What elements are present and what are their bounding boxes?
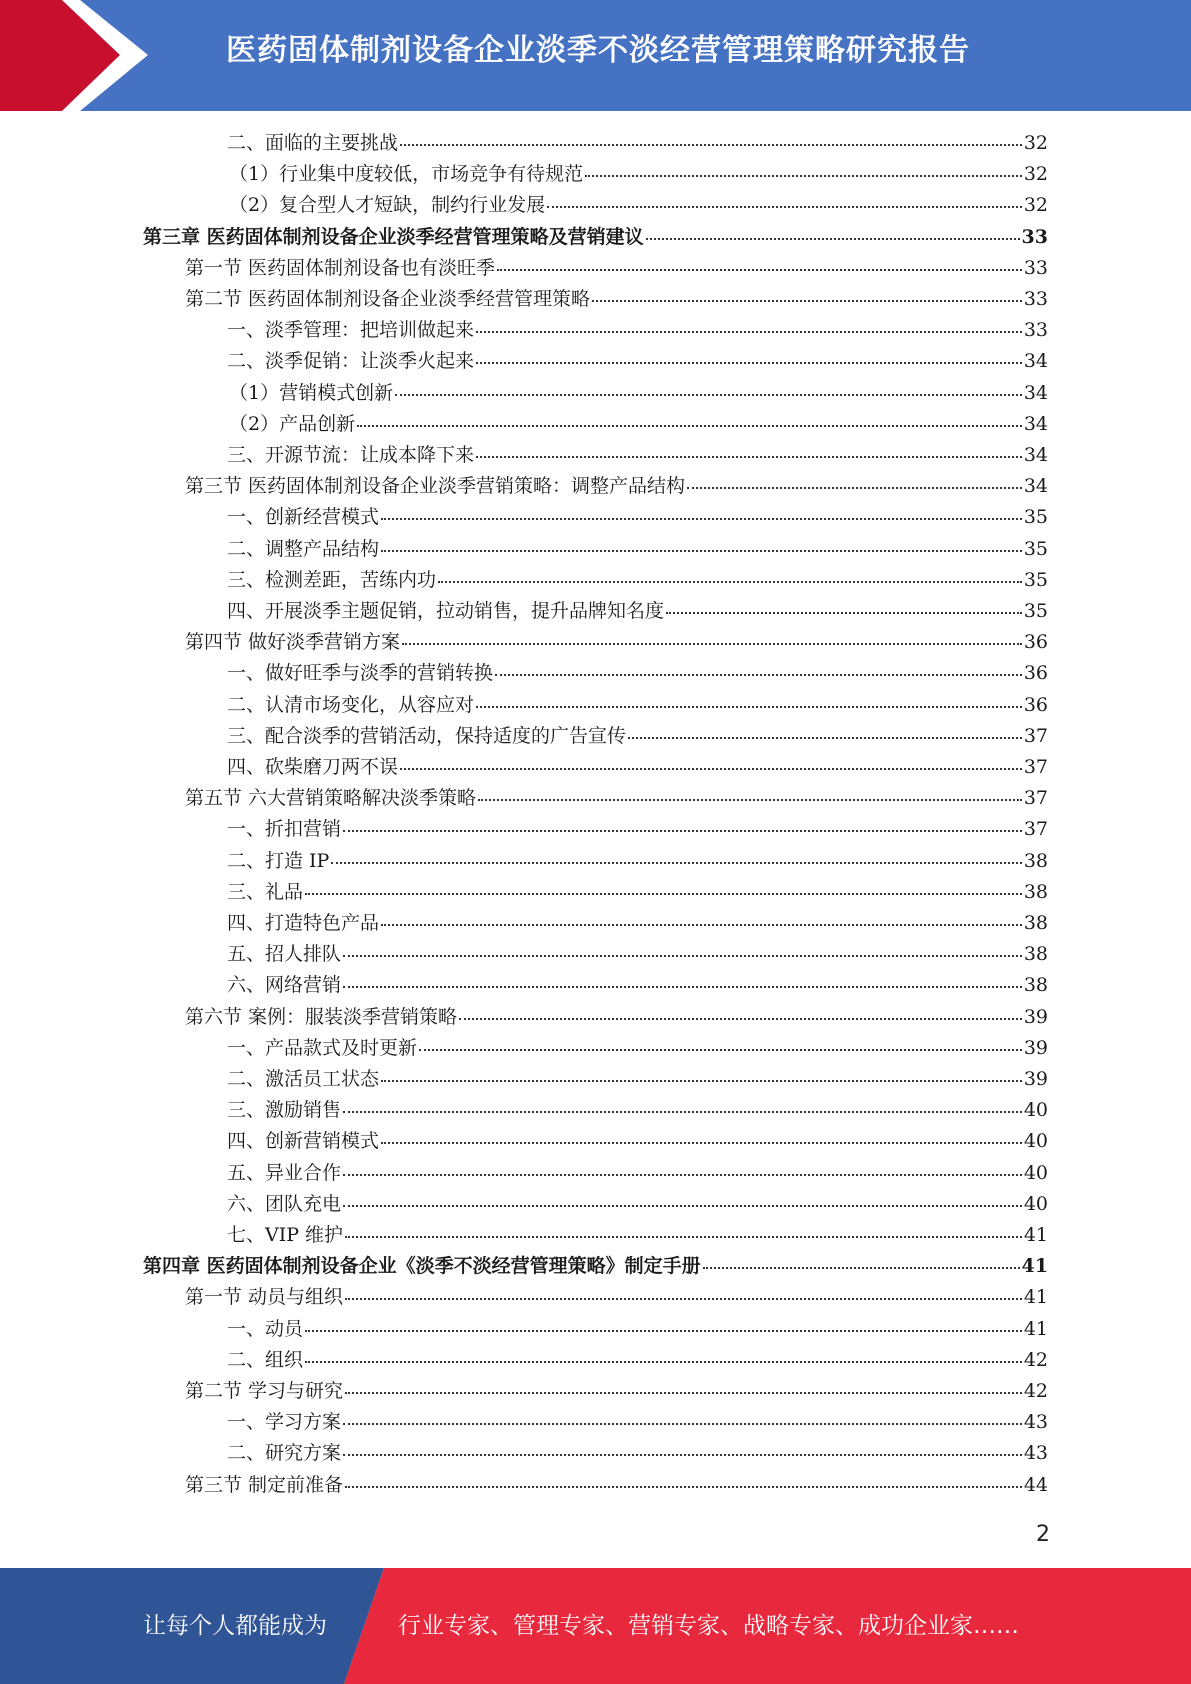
toc-dot-leader: [666, 612, 1022, 614]
toc-entry-page: 35: [1023, 600, 1048, 622]
toc-entry[interactable]: [227, 970, 1048, 1001]
toc-entry-label: （1）营销模式创新: [229, 381, 394, 404]
toc-entry-page: 43: [1023, 1442, 1048, 1465]
toc-entry-label: 一、学习方案: [227, 1411, 342, 1434]
toc-dot-leader: [395, 394, 1022, 396]
toc-entry[interactable]: [185, 1282, 1048, 1313]
toc-entry[interactable]: [185, 284, 1048, 315]
toc-entry-label: 五、异业合作: [227, 1161, 342, 1184]
toc-entry-page: 40: [1023, 1099, 1048, 1122]
toc-dot-leader: [381, 1080, 1022, 1082]
toc-entry[interactable]: [227, 128, 1048, 159]
toc-entry-page: 33: [1021, 225, 1048, 248]
toc-entry-label: 二、认清市场变化，从容应对: [227, 693, 475, 716]
toc-dot-leader: [687, 487, 1022, 489]
toc-entry-page: 32: [1023, 194, 1048, 217]
page-footer: [0, 1568, 1191, 1684]
toc-dot-leader: [343, 830, 1022, 832]
toc-entry-page: 38: [1023, 880, 1048, 903]
toc-entry-page: 38: [1023, 943, 1048, 966]
toc-dot-leader: [381, 550, 1022, 552]
toc-entry[interactable]: [227, 877, 1048, 908]
toc-entry-label: 第四节 做好淡季营销方案: [185, 631, 401, 654]
toc-entry-page: 36: [1023, 693, 1048, 716]
toc-dot-leader: [438, 581, 1022, 583]
toc-dot-leader: [400, 768, 1022, 770]
toc-dot-leader: [343, 1205, 1022, 1207]
toc-dot-leader: [343, 955, 1022, 957]
toc-entry[interactable]: [227, 1064, 1048, 1095]
toc-entry[interactable]: [227, 1095, 1048, 1126]
toc-entry-label: 一、折扣营销: [227, 818, 342, 841]
toc-entry-label: （1）行业集中度较低，市场竞争有待规范: [229, 163, 584, 186]
toc-entry-page: 37: [1023, 787, 1048, 810]
toc-entry[interactable]: [227, 658, 1048, 689]
toc-dot-leader: [343, 1174, 1022, 1176]
toc-entry[interactable]: [227, 1158, 1048, 1189]
toc-entry[interactable]: [227, 721, 1048, 752]
toc-dot-leader: [476, 362, 1022, 364]
toc-entry-page: 39: [1023, 1005, 1048, 1028]
toc-entry-page: 38: [1023, 849, 1048, 872]
toc-entry-label: 二、调整产品结构: [227, 537, 380, 560]
toc-dot-leader: [343, 1423, 1022, 1425]
toc-entry-label: 一、创新经营模式: [227, 506, 380, 529]
toc-dot-leader: [497, 269, 1022, 271]
toc-entry-page: 37: [1023, 724, 1048, 747]
toc-entry-label: 四、开展淡季主题促销，拉动销售，提升品牌知名度: [227, 600, 665, 622]
toc-entry-page: 34: [1023, 444, 1048, 466]
toc-entry-label: 三、激励销售: [227, 1099, 342, 1122]
toc-entry-page: 42: [1023, 1348, 1048, 1371]
toc-entry[interactable]: [185, 1376, 1048, 1407]
toc-entry-label: （2）复合型人才短缺，制约行业发展: [229, 194, 546, 217]
toc-entry[interactable]: [229, 159, 1048, 190]
toc-entry-page: 41: [1023, 1224, 1048, 1246]
toc-entry-label: 一、淡季管理：把培训做起来: [227, 319, 475, 342]
toc-entry[interactable]: [227, 1189, 1048, 1220]
toc-entry[interactable]: [227, 846, 1048, 877]
toc-entry-page: 33: [1023, 319, 1048, 342]
toc-entry[interactable]: [185, 783, 1048, 814]
page-number: 2: [1036, 1522, 1050, 1547]
toc-entry-page: 35: [1023, 506, 1048, 529]
toc-entry-label: 七、VIP 维护: [227, 1224, 344, 1246]
toc-dot-leader: [592, 300, 1022, 302]
toc-dot-leader: [476, 331, 1022, 333]
toc-entry-label: 四、砍柴磨刀两不误: [227, 756, 399, 778]
toc-entry-label: 一、产品款式及时更新: [227, 1036, 418, 1059]
toc-entry-page: 40: [1023, 1161, 1048, 1184]
toc-entry-page: 35: [1023, 537, 1048, 560]
toc-entry-label: 第三节 制定前准备: [185, 1473, 344, 1496]
toc-dot-leader: [547, 206, 1022, 208]
toc-dot-leader: [305, 893, 1022, 895]
toc-entry[interactable]: [227, 346, 1048, 377]
report-title: 医药固体制剂设备企业淡季不淡经营管理策略研究报告: [226, 33, 970, 68]
toc-dot-leader: [343, 1111, 1022, 1113]
toc-dot-leader: [495, 674, 1022, 676]
toc-entry[interactable]: [227, 315, 1048, 346]
toc-entry-label: 二、激活员工状态: [227, 1068, 380, 1090]
toc-entry-label: 二、面临的主要挑战: [227, 132, 399, 154]
toc-entry[interactable]: [227, 502, 1048, 533]
toc-dot-leader: [381, 518, 1022, 520]
toc-entry-label: （2）产品创新: [229, 412, 356, 435]
toc-entry-label: 三、配合淡季的营销活动，保持适度的广告宣传: [227, 724, 627, 747]
toc-entry-label: 一、动员: [227, 1317, 304, 1340]
toc-entry-label: 第六节 案例：服装淡季营销策略: [185, 1005, 458, 1028]
toc-entry-page: 34: [1023, 381, 1048, 404]
toc-entry[interactable]: [227, 1314, 1048, 1345]
toc-entry[interactable]: [229, 409, 1048, 440]
toc-dot-leader: [476, 456, 1022, 458]
toc-entry[interactable]: [227, 752, 1048, 783]
toc-entry-label: 二、淡季促销：让淡季火起来: [227, 350, 475, 373]
toc-entry-page: 40: [1023, 1130, 1048, 1153]
toc-entry-page: 41: [1023, 1286, 1048, 1309]
toc-dot-leader: [628, 737, 1022, 739]
toc-entry[interactable]: [227, 534, 1048, 565]
toc-entry[interactable]: [227, 440, 1048, 471]
toc-entry[interactable]: [229, 378, 1048, 409]
toc-entry-label: 五、招人排队: [227, 943, 342, 966]
toc-dot-leader: [345, 1298, 1022, 1300]
toc-entry-page: 32: [1023, 132, 1048, 154]
toc-entry-page: 44: [1023, 1473, 1048, 1496]
toc-dot-leader: [345, 1486, 1022, 1488]
toc-entry[interactable]: [185, 1470, 1048, 1501]
toc-entry-label: 二、研究方案: [227, 1442, 342, 1465]
toc-entry-label: 一、做好旺季与淡季的营销转换: [227, 662, 494, 685]
toc-entry-label: 四、打造特色产品: [227, 912, 380, 934]
toc-dot-leader: [400, 144, 1022, 146]
toc-dot-leader: [585, 175, 1022, 177]
toc-entry[interactable]: [227, 1126, 1048, 1157]
toc-entry-page: 37: [1023, 818, 1048, 841]
toc-entry-label: 第二节 学习与研究: [185, 1380, 344, 1402]
toc-entry[interactable]: [227, 565, 1048, 596]
toc-entry[interactable]: [227, 908, 1048, 939]
toc-dot-leader: [402, 643, 1022, 645]
toc-entry[interactable]: [227, 1407, 1048, 1438]
toc-entry-page: 38: [1023, 912, 1048, 934]
toc-dot-leader: [305, 1361, 1022, 1363]
toc-dot-leader: [343, 986, 1022, 988]
toc-dot-leader: [343, 1454, 1022, 1456]
toc-entry-label: 三、检测差距，苦练内功: [227, 568, 437, 591]
toc-entry-page: 43: [1023, 1411, 1048, 1434]
toc-entry-label: 六、网络营销: [227, 974, 342, 997]
toc-dot-leader: [419, 1049, 1022, 1051]
toc-entry-page: 36: [1023, 662, 1048, 685]
toc-dot-leader: [646, 238, 1020, 240]
toc-entry-page: 36: [1023, 631, 1048, 654]
toc-entry-page: 33: [1023, 288, 1048, 310]
toc-entry-page: 39: [1023, 1036, 1048, 1059]
toc-entry-page: 39: [1023, 1068, 1048, 1090]
toc-entry-page: 38: [1023, 974, 1048, 997]
toc-entry[interactable]: [185, 253, 1048, 284]
toc-entry-page: 34: [1023, 350, 1048, 373]
toc-entry[interactable]: [185, 627, 1048, 658]
toc-entry-page: 35: [1023, 568, 1048, 591]
toc-entry[interactable]: [227, 596, 1048, 627]
toc-entry-label: 第四章 医药固体制剂设备企业《淡季不淡经营管理策略》制定手册: [143, 1255, 701, 1278]
toc-entry-page: 41: [1023, 1317, 1048, 1340]
toc-dot-leader: [345, 1236, 1022, 1238]
toc-entry[interactable]: [143, 222, 1048, 253]
toc-entry[interactable]: [227, 1220, 1048, 1251]
toc-dot-leader: [357, 425, 1022, 427]
toc-entry[interactable]: [143, 1251, 1048, 1282]
toc-entry-page: 33: [1023, 256, 1048, 279]
toc-entry[interactable]: [227, 1438, 1048, 1469]
toc-entry-label: 三、开源节流：让成本降下来: [227, 444, 475, 466]
toc-entry-label: 第一节 动员与组织: [185, 1286, 344, 1309]
toc-entry-page: 37: [1023, 756, 1048, 778]
toc-entry-page: 42: [1023, 1380, 1048, 1402]
toc-entry-label: 第五节 六大营销策略解决淡季策略: [185, 787, 477, 810]
toc-dot-leader: [381, 1142, 1022, 1144]
toc-entry-label: 第三节 医药固体制剂设备企业淡季营销策略：调整产品结构: [185, 475, 686, 498]
page-header: [0, 0, 1191, 111]
toc-dot-leader: [305, 1330, 1022, 1332]
toc-dot-leader: [703, 1267, 1020, 1269]
toc-entry[interactable]: [227, 814, 1048, 845]
toc-entry-label: 第二节 医药固体制剂设备企业淡季经营管理策略: [185, 288, 591, 310]
toc-dot-leader: [459, 1018, 1022, 1020]
toc-entry[interactable]: [227, 1345, 1048, 1376]
toc-entry-label: 二、组织: [227, 1348, 304, 1371]
toc-entry[interactable]: [227, 939, 1048, 970]
toc-entry-label: 三、礼品: [227, 880, 304, 903]
toc-entry-page: 34: [1023, 475, 1048, 498]
toc-dot-leader: [478, 799, 1022, 801]
toc-entry-label: 六、团队充电: [227, 1192, 342, 1215]
toc-entry-page: 32: [1023, 163, 1048, 186]
toc-entry-label: 二、打造 IP: [227, 849, 330, 872]
footer-slogan-right: 行业专家、管理专家、营销专家、战略专家、成功企业家……: [398, 1613, 1019, 1639]
toc-entry[interactable]: [229, 190, 1048, 221]
toc-entry[interactable]: [227, 1033, 1048, 1064]
toc-entry[interactable]: [227, 690, 1048, 721]
toc-entry-page: 40: [1023, 1192, 1048, 1215]
footer-slogan-left: 让每个人都能成为: [143, 1613, 327, 1639]
toc-dot-leader: [331, 862, 1021, 864]
toc-entry-label: 四、创新营销模式: [227, 1130, 380, 1153]
toc-dot-leader: [476, 706, 1022, 708]
toc-dot-leader: [345, 1392, 1022, 1394]
toc-entry-label: 第一节 医药固体制剂设备也有淡旺季: [185, 256, 496, 279]
toc-entry-label: 第三章 医药固体制剂设备企业淡季经营管理策略及营销建议: [143, 225, 644, 248]
toc-dot-leader: [381, 924, 1022, 926]
toc-entry[interactable]: [185, 1002, 1048, 1033]
toc-entry[interactable]: [185, 471, 1048, 502]
toc-entry-page: 41: [1021, 1255, 1048, 1278]
toc-entry-page: 34: [1023, 412, 1048, 435]
